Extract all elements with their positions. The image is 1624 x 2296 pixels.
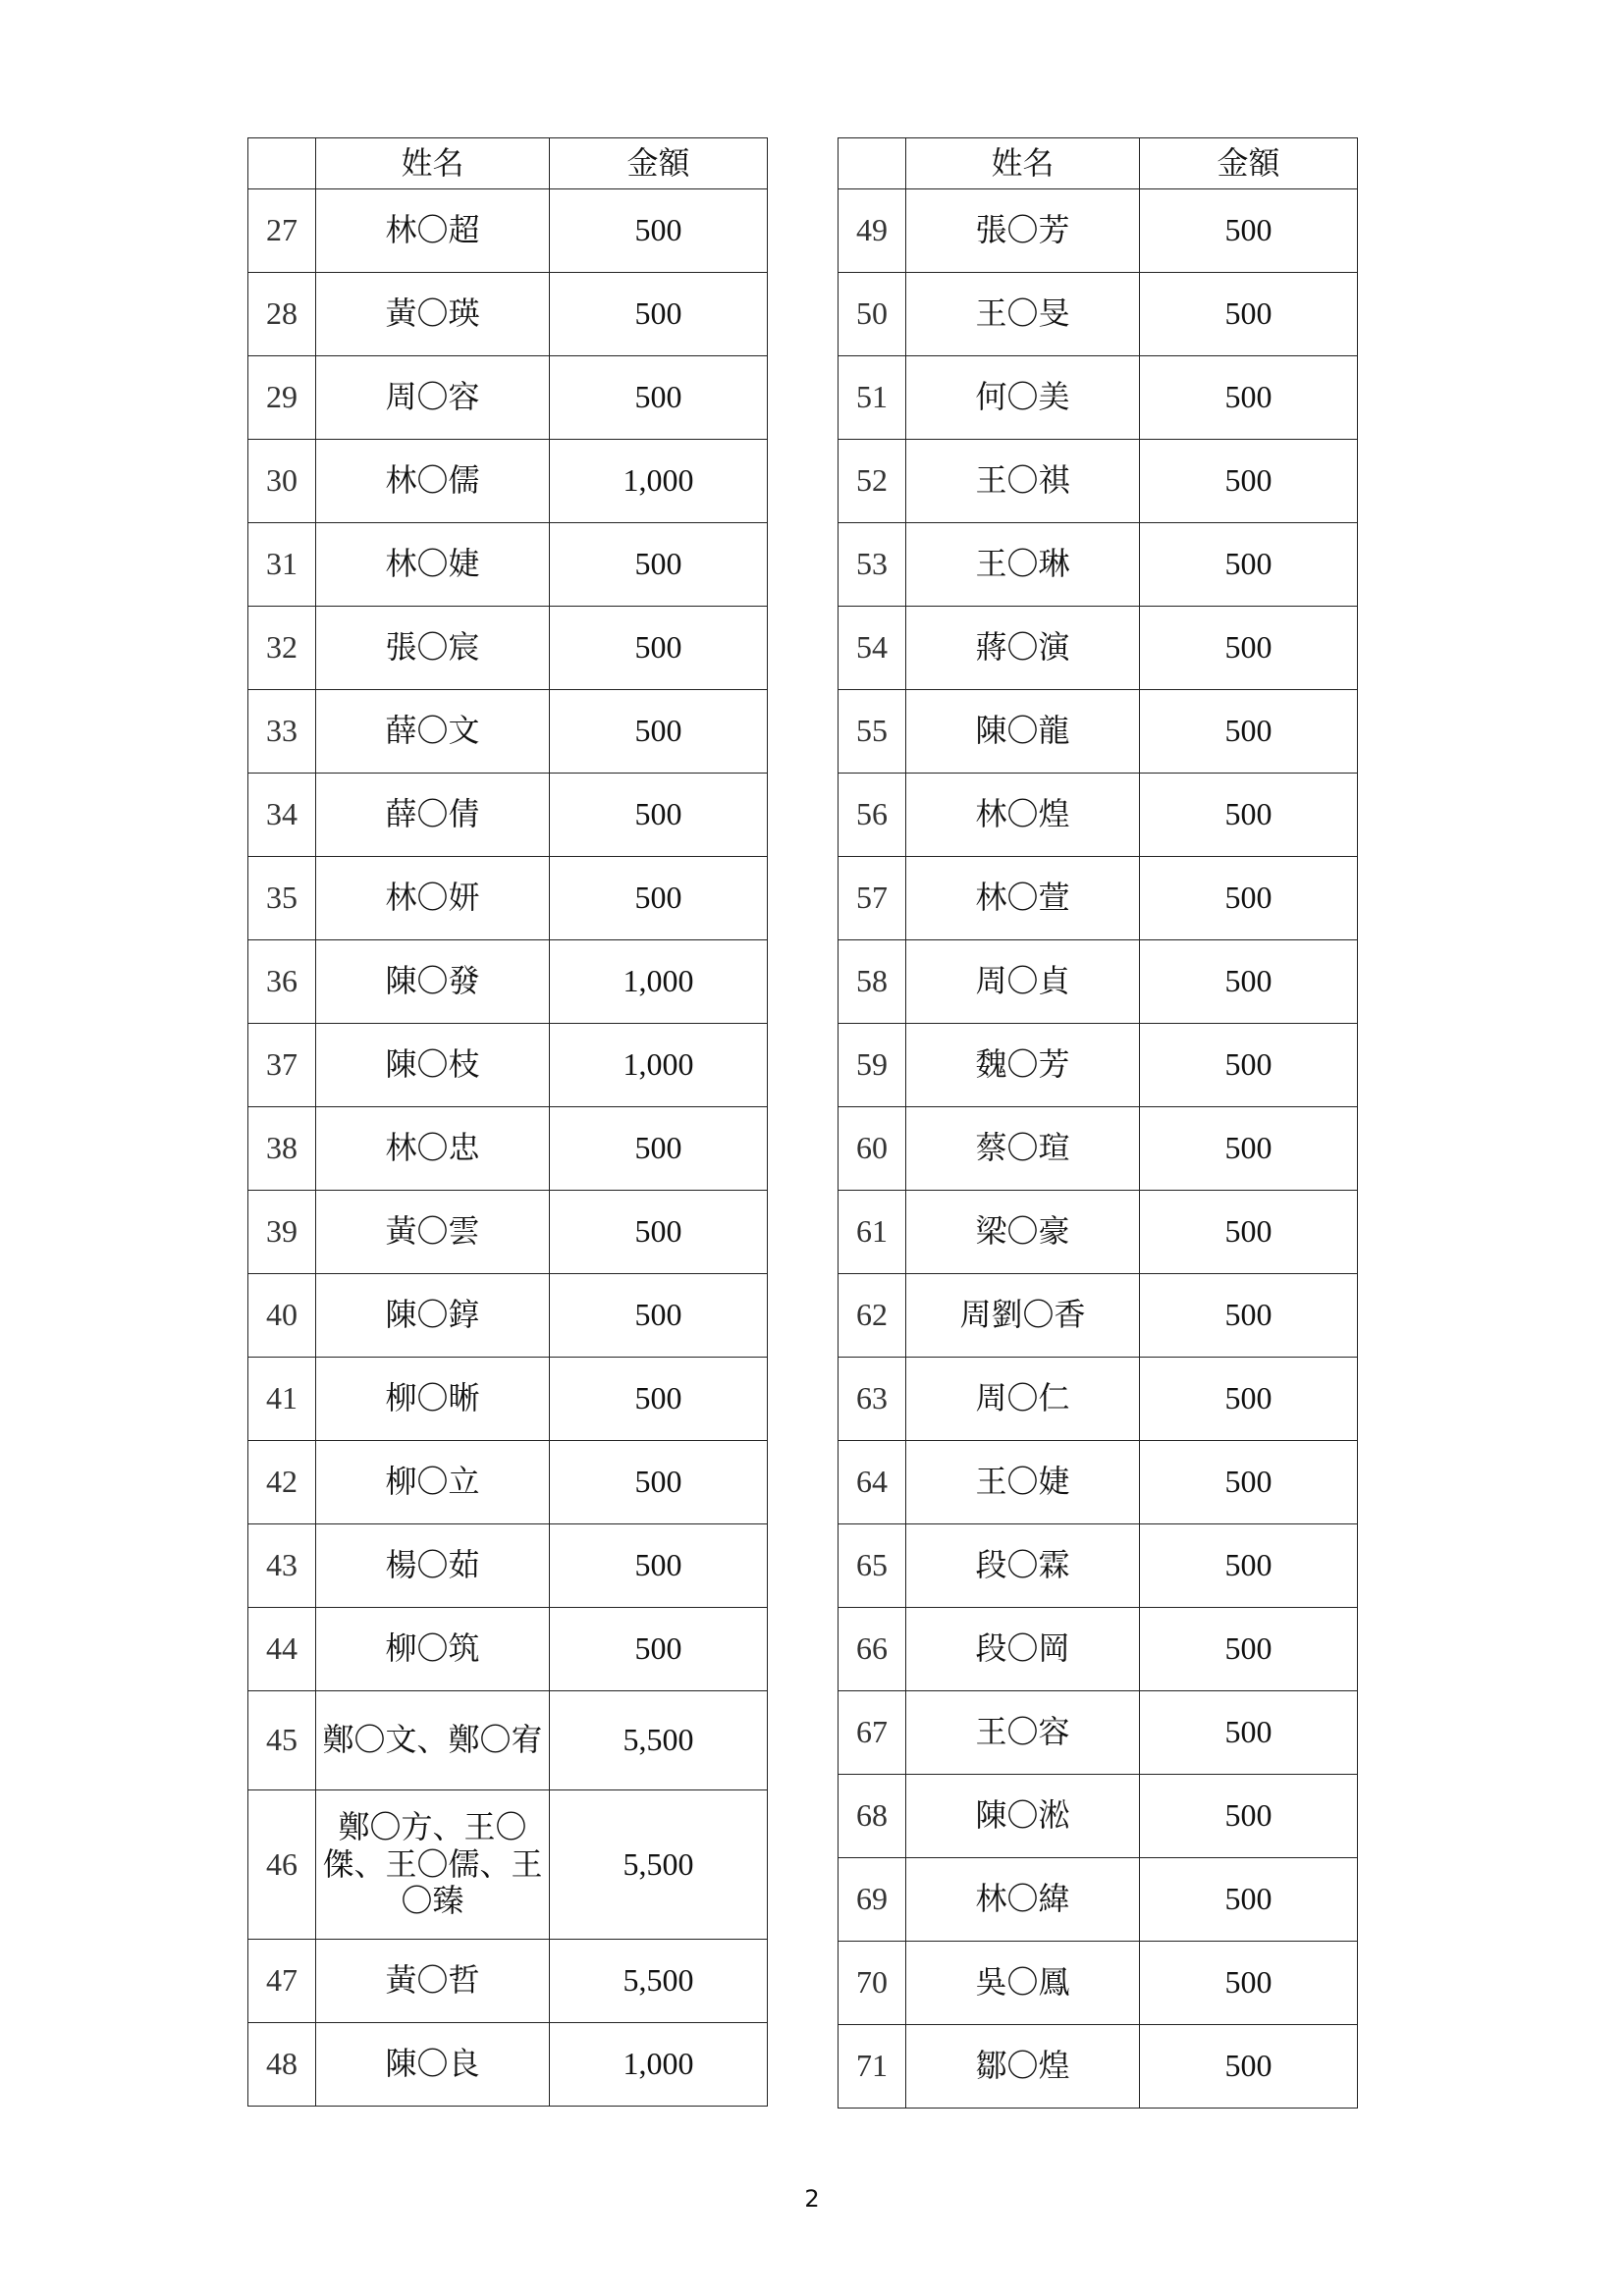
donor-name-cell: 陳〇龍: [906, 690, 1140, 774]
amount-cell: 500: [550, 1441, 768, 1524]
row-number-cell: 41: [248, 1358, 316, 1441]
donor-name-cell: 蔣〇演: [906, 607, 1140, 690]
donor-name-cell: 張〇宸: [316, 607, 550, 690]
amount-cell: 5,500: [550, 1940, 768, 2023]
table-row: [248, 440, 768, 523]
row-number-cell: 55: [839, 690, 906, 774]
table-header-row: [248, 138, 768, 189]
row-number-cell: 60: [839, 1107, 906, 1191]
amount-cell: 500: [1140, 1191, 1358, 1274]
table-row: [248, 857, 768, 940]
amount-cell: 500: [550, 690, 768, 774]
table-row: [839, 1358, 1358, 1441]
donor-name-cell: 鄭〇方、王〇傑、王〇儒、王〇臻: [316, 1790, 550, 1940]
amount-cell: 500: [1140, 1691, 1358, 1775]
donor-name-cell: 黃〇瑛: [316, 273, 550, 356]
donor-table-right-body: [839, 189, 1358, 2109]
table-row: [839, 1691, 1358, 1775]
row-number-cell: 47: [248, 1940, 316, 2023]
amount-cell: 500: [550, 1191, 768, 1274]
table-row: [248, 1107, 768, 1191]
table-row: [839, 523, 1358, 607]
amount-cell: 500: [1140, 1441, 1358, 1524]
amount-cell: 500: [1140, 1024, 1358, 1107]
table-row: [839, 1024, 1358, 1107]
amount-cell: 500: [550, 857, 768, 940]
donor-name-cell: 段〇岡: [906, 1608, 1140, 1691]
table-row: [839, 1441, 1358, 1524]
table-row: [839, 940, 1358, 1024]
amount-cell: 500: [1140, 523, 1358, 607]
amount-cell: 500: [1140, 440, 1358, 523]
donor-name-cell: 陳〇良: [316, 2023, 550, 2107]
amount-cell: 500: [550, 1608, 768, 1691]
donor-name-cell: 林〇妍: [316, 857, 550, 940]
donor-name-cell: 王〇旻: [906, 273, 1140, 356]
row-number-cell: 40: [248, 1274, 316, 1358]
amount-cell: 500: [1140, 857, 1358, 940]
table-row: [839, 607, 1358, 690]
table-row: [839, 774, 1358, 857]
row-number-cell: 69: [839, 1858, 906, 1942]
amount-cell: 500: [550, 523, 768, 607]
donor-name-cell: 薛〇倩: [316, 774, 550, 857]
row-number-cell: 71: [839, 2025, 906, 2109]
amount-cell: 5,500: [550, 1691, 768, 1790]
row-number-cell: 65: [839, 1524, 906, 1608]
row-number-cell: 52: [839, 440, 906, 523]
donor-name-cell: 張〇芳: [906, 189, 1140, 273]
table-row: [248, 189, 768, 273]
donor-name-cell: 周〇仁: [906, 1358, 1140, 1441]
amount-cell: 500: [550, 1358, 768, 1441]
row-number-cell: 46: [248, 1790, 316, 1940]
row-number-cell: 54: [839, 607, 906, 690]
table-row: [839, 1608, 1358, 1691]
table-row: [839, 1524, 1358, 1608]
amount-cell: 500: [1140, 1608, 1358, 1691]
row-number-cell: 43: [248, 1524, 316, 1608]
donor-name-cell: 林〇儒: [316, 440, 550, 523]
amount-cell: 500: [550, 607, 768, 690]
row-number-cell: 44: [248, 1608, 316, 1691]
table-row: [248, 940, 768, 1024]
row-number-cell: 57: [839, 857, 906, 940]
table-row: [839, 2025, 1358, 2109]
donor-name-cell: 薛〇文: [316, 690, 550, 774]
amount-cell: 500: [550, 356, 768, 440]
table-row: [248, 1191, 768, 1274]
table-row: [839, 273, 1358, 356]
table-row: [839, 440, 1358, 523]
donor-name-cell: 魏〇芳: [906, 1024, 1140, 1107]
amount-cell: 500: [550, 1274, 768, 1358]
amount-cell: 500: [550, 774, 768, 857]
amount-cell: 500: [1140, 774, 1358, 857]
amount-cell: 500: [1140, 690, 1358, 774]
donor-name-cell: 黃〇哲: [316, 1940, 550, 2023]
donor-name-cell: 梁〇豪: [906, 1191, 1140, 1274]
row-number-cell: 27: [248, 189, 316, 273]
table-row: [248, 1274, 768, 1358]
row-number-cell: 33: [248, 690, 316, 774]
table-row: [248, 273, 768, 356]
amount-cell: 500: [1140, 1858, 1358, 1942]
header-name-cell: 姓名: [316, 138, 550, 189]
amount-cell: 1,000: [550, 440, 768, 523]
donor-name-cell: 林〇緯: [906, 1858, 1140, 1942]
table-row: [248, 523, 768, 607]
table-row: [839, 356, 1358, 440]
donor-name-cell: 林〇煌: [906, 774, 1140, 857]
donor-name-cell: 林〇超: [316, 189, 550, 273]
row-number-cell: 56: [839, 774, 906, 857]
table-row: [248, 356, 768, 440]
amount-cell: 1,000: [550, 940, 768, 1024]
row-number-cell: 45: [248, 1691, 316, 1790]
donor-name-cell: 楊〇茹: [316, 1524, 550, 1608]
table-row: [248, 1940, 768, 2023]
table-row: [248, 2023, 768, 2107]
row-number-cell: 53: [839, 523, 906, 607]
table-row: [839, 1191, 1358, 1274]
table-row: [839, 1942, 1358, 2025]
donor-name-cell: 吳〇鳳: [906, 1942, 1140, 2025]
donor-name-cell: 周〇貞: [906, 940, 1140, 1024]
amount-cell: 500: [550, 189, 768, 273]
amount-cell: 500: [1140, 1274, 1358, 1358]
table-row: [248, 1441, 768, 1524]
table-row: [839, 1775, 1358, 1858]
donor-name-cell: 柳〇筑: [316, 1608, 550, 1691]
row-number-cell: 50: [839, 273, 906, 356]
table-row: [839, 857, 1358, 940]
donor-name-cell: 陳〇淞: [906, 1775, 1140, 1858]
donor-name-cell: 林〇忠: [316, 1107, 550, 1191]
amount-cell: 500: [550, 1524, 768, 1608]
row-number-cell: 32: [248, 607, 316, 690]
donor-name-cell: 周〇容: [316, 356, 550, 440]
row-number-cell: 37: [248, 1024, 316, 1107]
row-number-cell: 39: [248, 1191, 316, 1274]
table-row: [839, 1858, 1358, 1942]
row-number-cell: 34: [248, 774, 316, 857]
row-number-cell: 66: [839, 1608, 906, 1691]
row-number-cell: 42: [248, 1441, 316, 1524]
row-number-cell: 58: [839, 940, 906, 1024]
donor-name-cell: 段〇霖: [906, 1524, 1140, 1608]
row-number-cell: 38: [248, 1107, 316, 1191]
row-number-cell: 36: [248, 940, 316, 1024]
row-number-cell: 31: [248, 523, 316, 607]
donor-name-cell: 黃〇雲: [316, 1191, 550, 1274]
donor-name-cell: 王〇容: [906, 1691, 1140, 1775]
amount-cell: 500: [1140, 1942, 1358, 2025]
donor-name-cell: 林〇婕: [316, 523, 550, 607]
row-number-cell: 30: [248, 440, 316, 523]
table-row: [839, 189, 1358, 273]
row-number-cell: 63: [839, 1358, 906, 1441]
table-header-row: [839, 138, 1358, 189]
row-number-cell: 67: [839, 1691, 906, 1775]
header-name-cell: 姓名: [906, 138, 1140, 189]
row-number-cell: 29: [248, 356, 316, 440]
table-row: [248, 1024, 768, 1107]
amount-cell: 5,500: [550, 1790, 768, 1940]
donor-name-cell: 王〇祺: [906, 440, 1140, 523]
page-number: 2: [804, 2185, 820, 2213]
amount-cell: 500: [1140, 1524, 1358, 1608]
donor-name-cell: 陳〇枝: [316, 1024, 550, 1107]
donor-name-cell: 陳〇錞: [316, 1274, 550, 1358]
row-number-cell: 59: [839, 1024, 906, 1107]
donor-name-cell: 鄒〇煌: [906, 2025, 1140, 2109]
row-number-cell: 70: [839, 1942, 906, 2025]
row-number-cell: 68: [839, 1775, 906, 1858]
table-row: [248, 774, 768, 857]
donor-name-cell: 柳〇立: [316, 1441, 550, 1524]
donor-name-cell: 王〇婕: [906, 1441, 1140, 1524]
donor-table-left-body: [248, 189, 768, 2107]
amount-cell: 500: [1140, 189, 1358, 273]
table-row: [248, 1524, 768, 1608]
row-number-cell: 61: [839, 1191, 906, 1274]
table-row: [248, 1358, 768, 1441]
row-number-cell: 64: [839, 1441, 906, 1524]
amount-cell: 500: [1140, 1107, 1358, 1191]
donor-name-cell: 鄭〇文、鄭〇宥: [316, 1691, 550, 1790]
row-number-cell: 51: [839, 356, 906, 440]
table-row: [839, 1274, 1358, 1358]
amount-cell: 500: [1140, 273, 1358, 356]
donor-name-cell: 周劉〇香: [906, 1274, 1140, 1358]
row-number-cell: 28: [248, 273, 316, 356]
table-row: [248, 690, 768, 774]
donor-name-cell: 蔡〇瑄: [906, 1107, 1140, 1191]
donor-table-left: [247, 137, 768, 2107]
header-number-cell: [839, 138, 906, 189]
table-row: [839, 690, 1358, 774]
donor-name-cell: 柳〇晰: [316, 1358, 550, 1441]
table-row: [248, 1608, 768, 1691]
table-row: [248, 607, 768, 690]
amount-cell: 500: [1140, 356, 1358, 440]
amount-cell: 500: [1140, 607, 1358, 690]
amount-cell: 500: [1140, 1775, 1358, 1858]
amount-cell: 500: [550, 273, 768, 356]
row-number-cell: 35: [248, 857, 316, 940]
donor-table-right: [838, 137, 1358, 2109]
amount-cell: 500: [1140, 2025, 1358, 2109]
row-number-cell: 49: [839, 189, 906, 273]
amount-cell: 500: [1140, 1358, 1358, 1441]
row-number-cell: 62: [839, 1274, 906, 1358]
donor-name-cell: 林〇萱: [906, 857, 1140, 940]
header-number-cell: [248, 138, 316, 189]
donor-name-cell: 王〇琳: [906, 523, 1140, 607]
amount-cell: 1,000: [550, 2023, 768, 2107]
header-amount-cell: 金額: [550, 138, 768, 189]
amount-cell: 500: [1140, 940, 1358, 1024]
row-number-cell: 48: [248, 2023, 316, 2107]
donor-name-cell: 陳〇發: [316, 940, 550, 1024]
table-row: [839, 1107, 1358, 1191]
header-amount-cell: 金額: [1140, 138, 1358, 189]
amount-cell: 1,000: [550, 1024, 768, 1107]
table-row: [248, 1691, 768, 1790]
table-row: [248, 1790, 768, 1940]
amount-cell: 500: [550, 1107, 768, 1191]
donor-name-cell: 何〇美: [906, 356, 1140, 440]
